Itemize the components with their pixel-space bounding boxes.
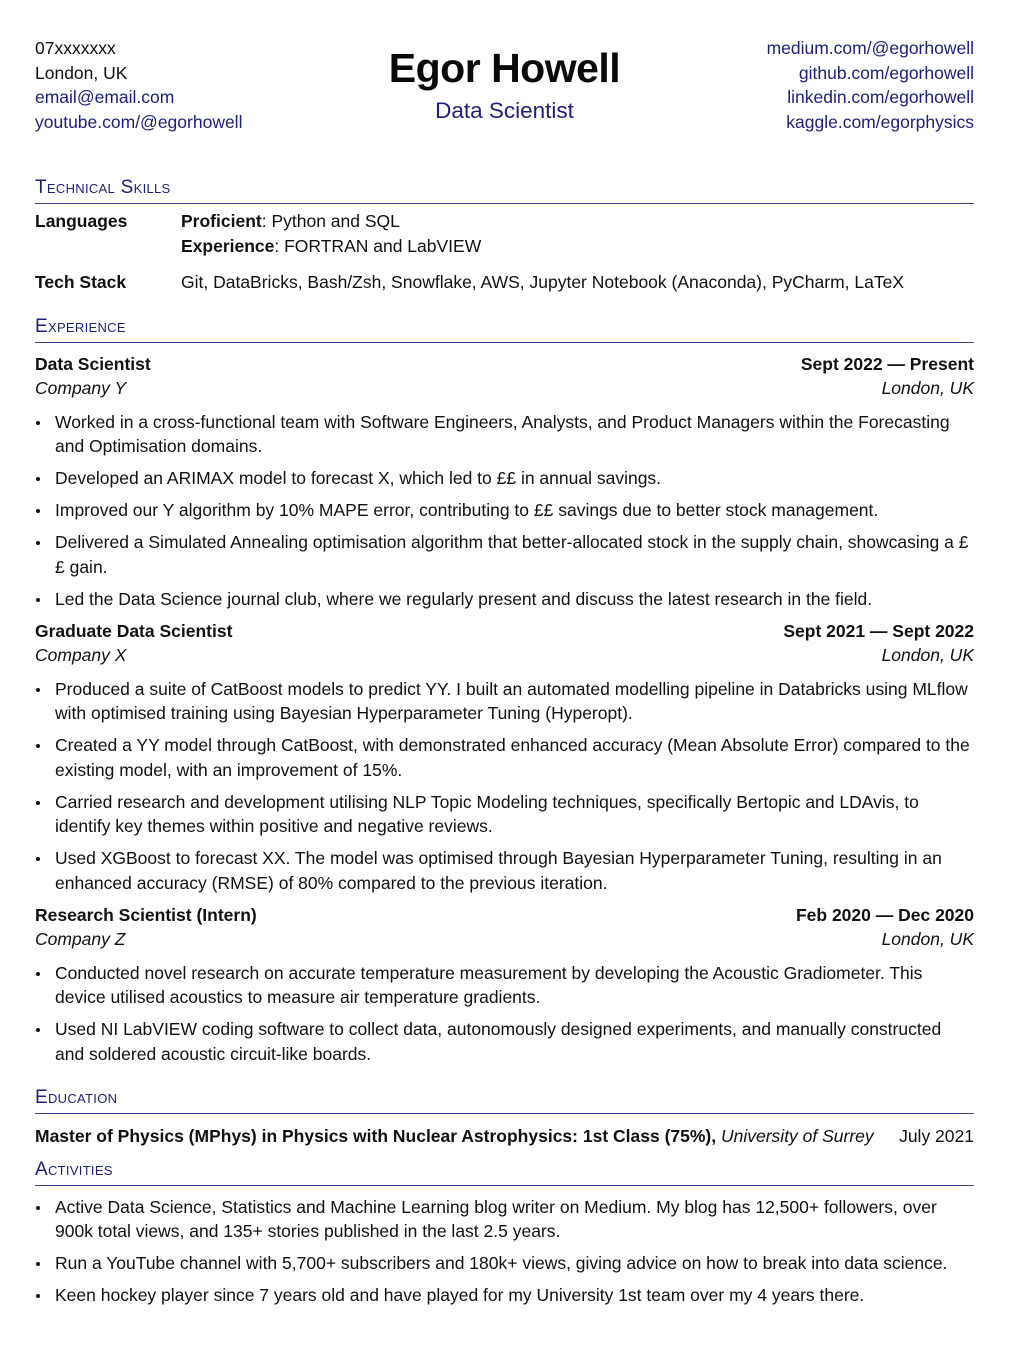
skill-value bbox=[181, 209, 481, 258]
skills-section bbox=[35, 176, 974, 295]
job-entry bbox=[35, 352, 974, 612]
degree-separator: , bbox=[711, 1126, 721, 1146]
job-title: Graduate Data Scientist bbox=[35, 620, 233, 641]
bullet-item: Worked in a cross-functional team with Software Engineers, Analysts, and Product Managers within the Forecasting and Optimisation domains. bbox=[35, 410, 974, 459]
section-heading-skills: Technical Skills bbox=[35, 176, 974, 204]
activities-bullets bbox=[35, 1195, 974, 1308]
job-entry bbox=[35, 903, 974, 1067]
bullet-item: Used XGBoost to forecast XX. The model was optimised through Bayesian Hyperparameter Tuning, resulting in an enhanced accuracy (RMSE) of 80% compared to the previous iteration. bbox=[35, 846, 974, 895]
job-title: Research Scientist (Intern) bbox=[35, 904, 257, 925]
skill-value: Git, DataBricks, Bash/Zsh, Snowflake, AWS, Jupyter Notebook (Anaconda), PyCharm, LaTeX bbox=[181, 272, 904, 292]
email-link[interactable]: email@email.com bbox=[35, 87, 175, 107]
activities-section bbox=[35, 1158, 974, 1308]
phone-number: 07xxxxxxx bbox=[35, 38, 116, 58]
experience-section bbox=[35, 315, 974, 1067]
contact-right bbox=[767, 36, 974, 134]
job-title: Data Scientist bbox=[35, 353, 151, 374]
github-link[interactable]: github.com/egorhowell bbox=[798, 62, 974, 83]
education-section bbox=[35, 1086, 974, 1149]
graduation-date: July 2021 bbox=[899, 1126, 974, 1146]
youtube-link[interactable]: youtube.com/@egorhowell bbox=[35, 111, 243, 132]
bullet-item: Developed an ARIMAX model to forecast X, which led to ££ in annual savings. bbox=[35, 466, 974, 491]
experience-label: Experience bbox=[181, 235, 275, 256]
bullet-item: Created a YY model through CatBoost, with demonstrated enhanced accuracy (Mean Absolute Error) compared to the existing model, with an improvement of 15%. bbox=[35, 733, 974, 782]
job-bullets bbox=[35, 410, 974, 612]
proficient-label: Proficient bbox=[181, 211, 262, 231]
job-company: Company Y bbox=[35, 378, 127, 398]
section-heading-activities: Activities bbox=[35, 1158, 974, 1186]
job-dates: Sept 2021 — Sept 2022 bbox=[783, 620, 974, 641]
skill-label: Tech Stack bbox=[35, 272, 127, 292]
university: University of Surrey bbox=[720, 1126, 874, 1146]
job-dates: Sept 2022 — Present bbox=[800, 353, 974, 374]
experience-value: : FORTRAN and LabVIEW bbox=[274, 235, 482, 256]
job-company: Company Z bbox=[35, 929, 126, 949]
education-entry bbox=[35, 1124, 974, 1149]
candidate-name: Egor Howell bbox=[388, 45, 621, 91]
bullet-item: Conducted novel research on accurate temperature measurement by developing the Acoustic Gradiometer. This device utilised acoustics to measure air temperature gradients. bbox=[35, 961, 974, 1010]
skill-row-languages bbox=[35, 209, 974, 258]
job-entry bbox=[35, 619, 974, 896]
proficient-value: : Python and SQL bbox=[261, 211, 400, 231]
linkedin-link[interactable]: linkedin.com/egorhowell bbox=[787, 87, 974, 107]
skill-row-techstack bbox=[35, 270, 974, 295]
job-company: Company X bbox=[35, 645, 127, 665]
job-bullets bbox=[35, 961, 974, 1067]
bullet-item: Used NI LabVIEW coding software to collect data, autonomously designed experiments, and manually constructed and soldered acoustic circuit-like boards. bbox=[35, 1017, 974, 1066]
bullet-item: Delivered a Simulated Annealing optimisation algorithm that better-allocated stock in the supply chain, showcasing a ££ gain. bbox=[35, 530, 974, 579]
medium-link[interactable]: medium.com/@egorhowell bbox=[766, 38, 974, 58]
candidate-title: Data Scientist bbox=[435, 98, 574, 123]
kaggle-link[interactable]: kaggle.com/egorphysics bbox=[786, 111, 974, 132]
bullet-item: Carried research and development utilising NLP Topic Modeling techniques, specifically Bertopic and LDAvis, to identify key themes within positive and negative reviews. bbox=[35, 790, 974, 839]
job-bullets bbox=[35, 677, 974, 896]
location: London, UK bbox=[35, 62, 128, 83]
job-location: London, UK bbox=[881, 929, 974, 949]
job-dates: Feb 2020 — Dec 2020 bbox=[795, 904, 974, 925]
degree: Master of Physics (MPhys) in Physics with Nuclear Astrophysics: 1st Class (75%) bbox=[35, 1126, 712, 1146]
section-heading-education: Education bbox=[35, 1086, 974, 1114]
bullet-item: Produced a suite of CatBoost models to predict YY. I built an automated modelling pipeline in Databricks using MLflow with optimised training using Bayesian Hyperparameter Tuning (Hyperopt). bbox=[35, 677, 974, 726]
job-location: London, UK bbox=[881, 645, 974, 665]
resume-page bbox=[35, 36, 974, 1315]
bullet-item: Active Data Science, Statistics and Machine Learning blog writer on Medium. My blog has 12,500+ followers, over 900k total views, and 135+ stories published in the last 2.5 years. bbox=[35, 1195, 974, 1244]
bullet-item: Improved our Y algorithm by 10% MAPE error, contributing to ££ savings due to better stock management. bbox=[35, 498, 974, 523]
bullet-item: Keen hockey player since 7 years old and have played for my University 1st team over my 4 years there. bbox=[35, 1283, 974, 1308]
job-location: London, UK bbox=[881, 378, 974, 398]
resume-header bbox=[35, 36, 974, 136]
section-heading-experience: Experience bbox=[35, 315, 974, 343]
bullet-item: Run a YouTube channel with 5,700+ subscribers and 180k+ views, giving advice on how to break into data science. bbox=[35, 1251, 974, 1276]
skill-label: Languages bbox=[35, 211, 128, 231]
bullet-item: Led the Data Science journal club, where we regularly present and discuss the latest research in the field. bbox=[35, 587, 974, 612]
